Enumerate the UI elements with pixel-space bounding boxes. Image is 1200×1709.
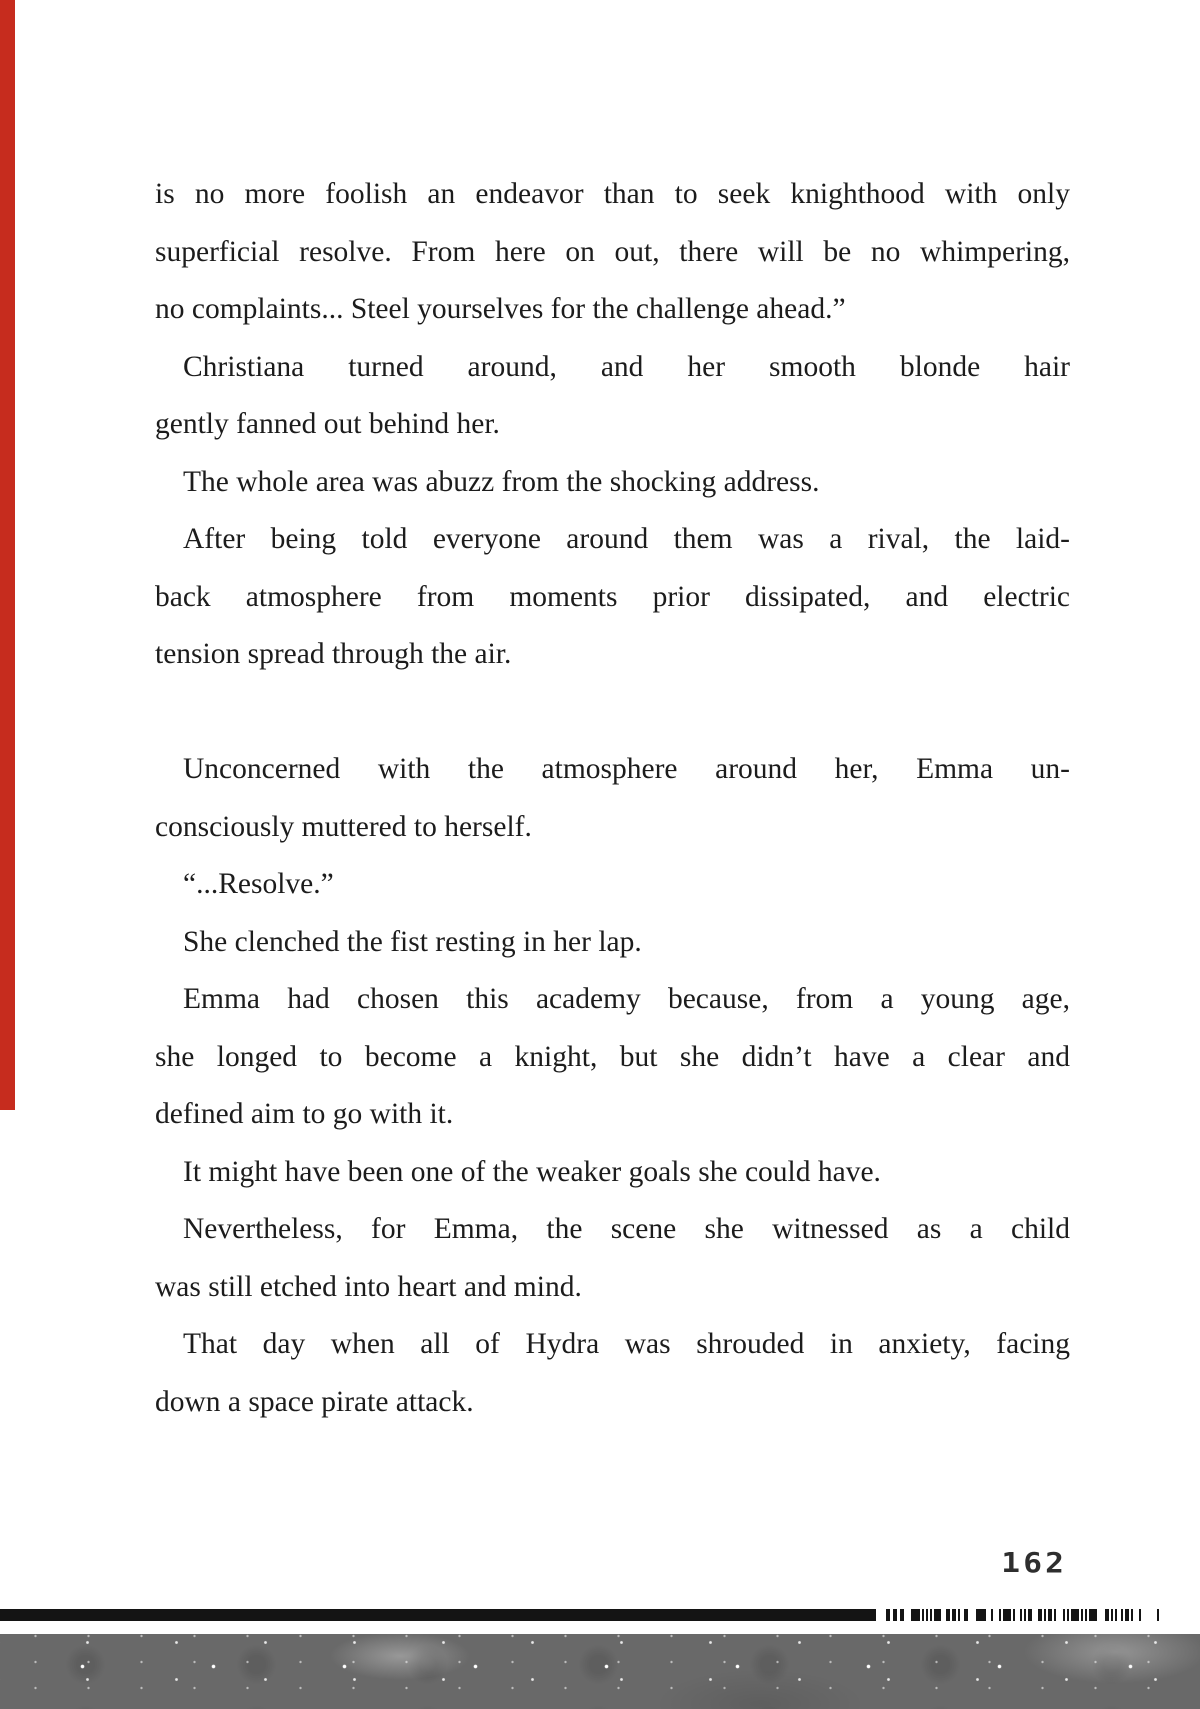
barcode-bar bbox=[911, 1609, 920, 1621]
barcode-bar bbox=[886, 1609, 890, 1621]
barcode-bar bbox=[1105, 1609, 1109, 1621]
body-text bbox=[155, 166, 1070, 1431]
starfield-strip bbox=[0, 1634, 1200, 1709]
barcode-bar bbox=[1067, 1609, 1069, 1621]
text-line: was still etched into heart and mind. bbox=[155, 1270, 582, 1303]
text-line: Emma had chosen this academy because, from a young age, bbox=[183, 983, 1070, 1015]
barcode-bar bbox=[1024, 1609, 1026, 1621]
barcode-bar bbox=[1089, 1609, 1097, 1621]
text-line: “...Resolve.” bbox=[183, 868, 334, 900]
barcode-bar bbox=[1111, 1609, 1113, 1621]
barcode-bar bbox=[999, 1609, 1001, 1621]
barcode-bar bbox=[1020, 1609, 1022, 1621]
barcode-bar bbox=[1063, 1609, 1065, 1621]
barcode-bar bbox=[952, 1609, 956, 1621]
barcode-bar bbox=[1125, 1609, 1129, 1621]
barcode-bar bbox=[976, 1609, 986, 1621]
text-line: back atmosphere from moments prior dissipated, and electric bbox=[155, 580, 1070, 613]
barcode-bar bbox=[926, 1609, 928, 1621]
barcode-bar bbox=[946, 1609, 950, 1621]
barcode-solid-bar bbox=[0, 1609, 876, 1621]
barcode-bar bbox=[1044, 1609, 1046, 1621]
text-line: no complaints... Steel yourselves for the challenge ahead.” bbox=[155, 293, 846, 325]
text-line: superficial resolve. From here on out, there will be no whimpering, bbox=[155, 235, 1070, 268]
barcode-bar bbox=[958, 1609, 960, 1621]
text-line: is no more foolish an endeavor than to seek knighthood with only bbox=[155, 178, 1070, 210]
barcode-bar bbox=[1115, 1609, 1117, 1621]
barcode-bar bbox=[1048, 1609, 1052, 1621]
blank-line bbox=[155, 684, 1070, 742]
barcode-bar bbox=[930, 1609, 932, 1621]
barcode-bar bbox=[991, 1609, 993, 1621]
barcode-bar bbox=[1038, 1609, 1042, 1621]
barcode-bar bbox=[893, 1609, 897, 1621]
text-line: Unconcerned with the atmosphere around her, Emma un- bbox=[183, 753, 1070, 785]
barcode-bar bbox=[1071, 1609, 1079, 1621]
text-line: She clenched the fist resting in her lap. bbox=[183, 925, 642, 958]
text-line: That day when all of Hydra was shrouded in anxiety, facing bbox=[183, 1328, 1070, 1360]
barcode-bar bbox=[1013, 1609, 1015, 1621]
text-line: down a space pirate attack. bbox=[155, 1385, 474, 1418]
page-number: 162 bbox=[1001, 1547, 1067, 1580]
barcode-bar bbox=[1121, 1609, 1123, 1621]
barcode-bar bbox=[1081, 1609, 1083, 1621]
text-line: The whole area was abuzz from the shocking address. bbox=[183, 465, 820, 498]
barcode-bar bbox=[900, 1609, 904, 1621]
barcode-bar bbox=[1054, 1609, 1056, 1621]
text-line: she longed to become a knight, but she didn’t have a clear and bbox=[155, 1040, 1070, 1073]
reading-indicator-bar bbox=[0, 0, 15, 1110]
text-line: tension spread through the air. bbox=[155, 638, 512, 670]
barcode-bar bbox=[1085, 1609, 1087, 1621]
text-line: Christiana turned around, and her smooth blonde hair bbox=[183, 350, 1070, 383]
barcode-bar bbox=[934, 1609, 941, 1621]
barcode-marks bbox=[886, 1609, 1159, 1621]
text-line: It might have been one of the weaker goals she could have. bbox=[183, 1155, 881, 1188]
barcode-bar bbox=[922, 1609, 924, 1621]
barcode-bar bbox=[1028, 1609, 1032, 1621]
barcode-bar bbox=[1139, 1609, 1141, 1621]
barcode-decoration bbox=[0, 1609, 1159, 1621]
barcode-bar bbox=[964, 1609, 968, 1621]
barcode-bar bbox=[1003, 1609, 1011, 1621]
text-line: Nevertheless, for Emma, the scene she witnessed as a child bbox=[183, 1213, 1070, 1245]
barcode-bar bbox=[1131, 1609, 1133, 1621]
text-line: defined aim to go with it. bbox=[155, 1098, 454, 1130]
barcode-bar bbox=[1157, 1609, 1159, 1621]
text-line: gently fanned out behind her. bbox=[155, 408, 500, 440]
text-line: consciously muttered to herself. bbox=[155, 810, 532, 843]
text-line: After being told everyone around them was a rival, the laid- bbox=[183, 523, 1070, 555]
